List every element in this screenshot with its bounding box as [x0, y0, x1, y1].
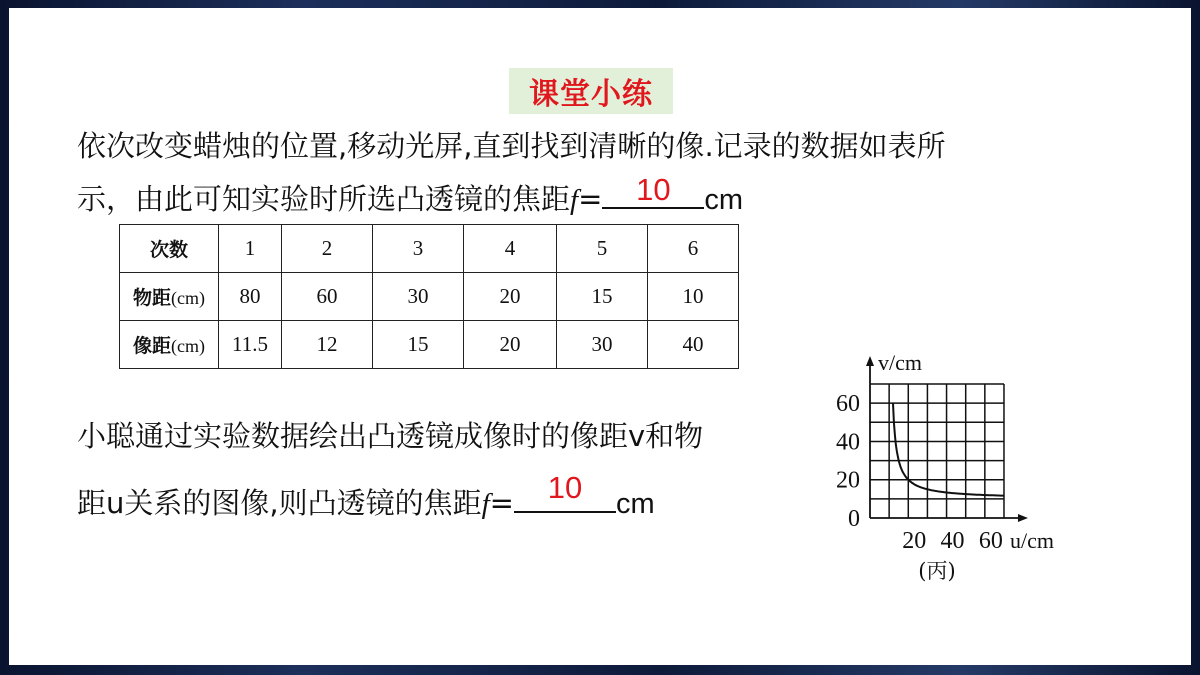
row-label: 像距	[133, 335, 172, 357]
y-tick-label: 60	[836, 391, 860, 418]
graph-caption: (丙)	[918, 559, 956, 583]
question1-var-f: f	[570, 184, 579, 216]
table-cell: 5	[557, 225, 648, 273]
row-unit: (cm)	[171, 336, 205, 356]
title-box	[509, 68, 673, 114]
data-table	[119, 224, 739, 369]
table-row-header	[120, 321, 219, 369]
question2-line1: 小聪通过实验数据绘出凸透镜成像时的像距v和物	[77, 419, 704, 453]
question2-line2-text: 距u关系的图像,则凸透镜的焦距	[77, 486, 482, 520]
graph-grid	[870, 384, 1004, 518]
y-tick-label: 40	[836, 429, 860, 456]
table-cell: 2	[282, 225, 373, 273]
table-cell: 60	[282, 273, 373, 321]
table-row-header	[120, 273, 219, 321]
question1-blank	[602, 172, 704, 209]
y-axis-arrow	[866, 356, 874, 366]
table-cell: 6	[648, 225, 739, 273]
table-cell: 30	[557, 321, 648, 369]
question2-unit: cm	[615, 488, 655, 520]
slide-title: 课堂小练	[529, 77, 653, 112]
table-cell: 40	[648, 321, 739, 369]
row-label: 物距	[133, 287, 172, 309]
question1-line2	[77, 172, 744, 216]
question2-equals: =	[489, 486, 514, 520]
x-axis-label: u/cm	[1009, 528, 1054, 553]
table-cell: 12	[282, 321, 373, 369]
table-cell: 15	[557, 273, 648, 321]
question1-answer: 10	[636, 172, 671, 207]
question1-equals: =	[578, 182, 603, 216]
table-row-header	[120, 225, 219, 273]
table-cell: 15	[373, 321, 464, 369]
question2-answer: 10	[547, 470, 583, 505]
table-cell: 20	[464, 273, 557, 321]
table-row	[120, 321, 739, 369]
table-row	[120, 225, 739, 273]
y-tick-label: 20	[836, 467, 860, 494]
table-cell: 4	[464, 225, 557, 273]
question1-line2-text: 示，由此可知实验时所选凸透镜的焦距	[77, 182, 571, 216]
table-cell: 1	[219, 225, 282, 273]
table-cell: 20	[464, 321, 557, 369]
question2-line2	[77, 470, 655, 520]
row-label: 次数	[149, 239, 188, 261]
table-cell: 10	[648, 273, 739, 321]
x-tick-label: 60	[978, 528, 1003, 554]
x-tick-label: 40	[940, 528, 965, 554]
y-tick-label: 0	[848, 506, 860, 532]
x-axis-arrow	[1018, 514, 1028, 522]
question2-var-f: f	[481, 488, 490, 520]
x-tick-label: 20	[902, 528, 927, 554]
table-cell: 3	[373, 225, 464, 273]
question1-line1: 依次改变蜡烛的位置,移动光屏,直到找到清晰的像.记录的数据如表所	[77, 129, 946, 163]
graph-labels	[836, 350, 1054, 583]
table-cell: 11.5	[219, 321, 282, 369]
y-axis-label: v/cm	[878, 350, 922, 376]
question1-unit: cm	[704, 184, 744, 216]
table-row	[120, 273, 739, 321]
question2-blank	[514, 470, 616, 513]
v-u-graph	[820, 340, 1090, 590]
row-unit: (cm)	[171, 288, 205, 308]
table-cell: 30	[373, 273, 464, 321]
table-cell: 80	[219, 273, 282, 321]
graph-curve	[893, 403, 1004, 496]
